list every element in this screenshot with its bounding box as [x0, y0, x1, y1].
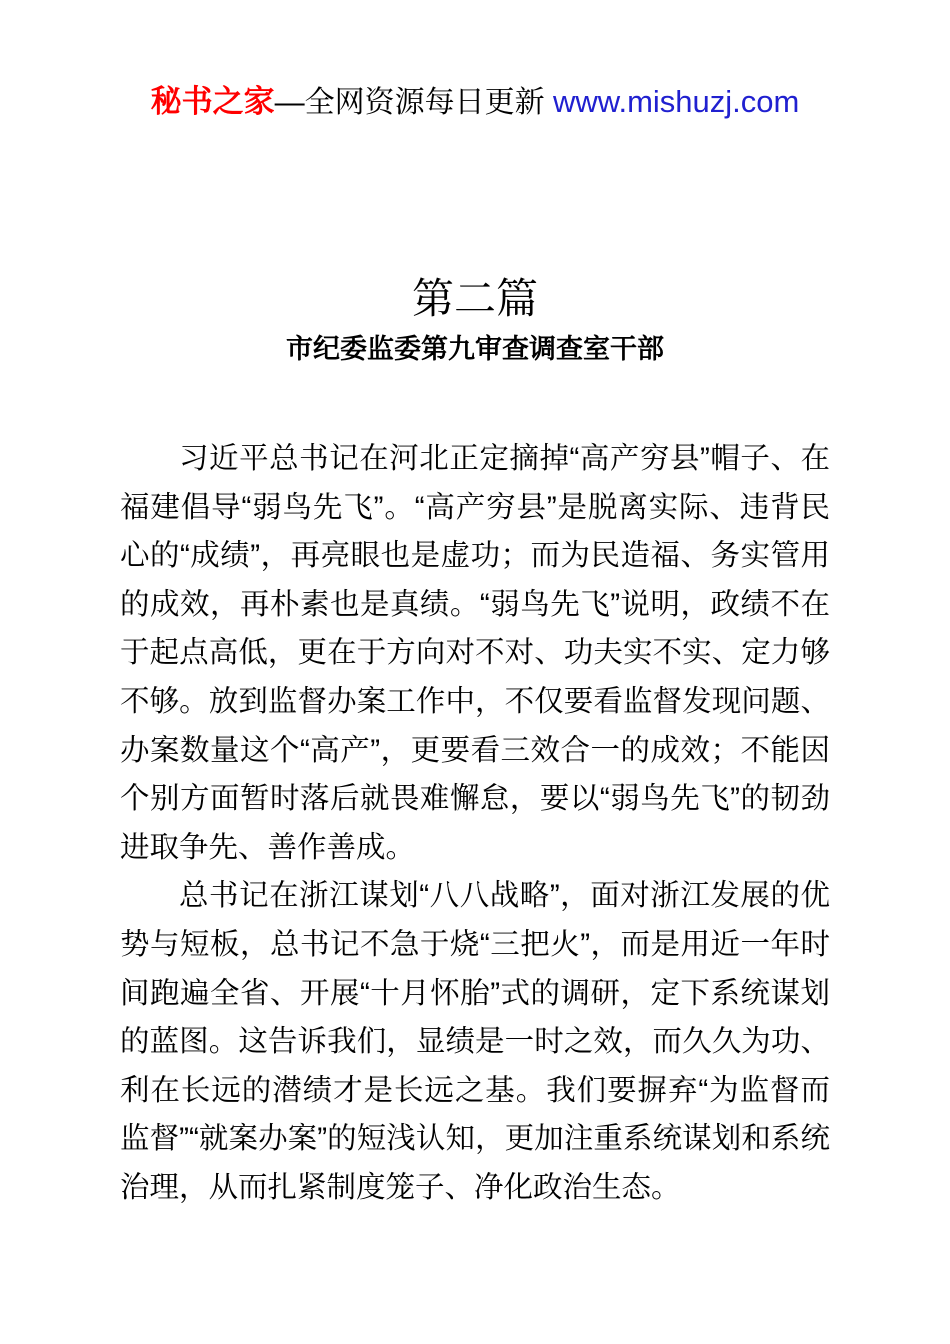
site-brand: 秘书之家 [150, 84, 275, 119]
site-tagline: —全网资源每日更新 [274, 86, 553, 119]
chapter-title: 第二篇 [411, 275, 538, 322]
site-url-link[interactable]: www.mishuzj.com [553, 84, 800, 119]
document-subtitle: 市纪委监委第九审查调查室干部 [286, 334, 664, 364]
body-paragraph-2: 总书记在浙江谋划“八八战略”，面对浙江发展的优势与短板，总书记不急于烧“三把火”，而是用近一年时间跑遍全省、开展“十月怀胎”式的调研，定下系统谋划的蓝图。这告诉我们，显绩是一时之效，而久久为功、利在长远的潜绩才是长远之基。我们要摒弃“为监督而监督”“就案办案”的短浅认知，更加注重系统谋划和系统治理，从而扎紧制度笼子、净化政治生态。 [120, 879, 830, 1204]
document-body [120, 435, 830, 1213]
body-paragraph-1: 习近平总书记在河北正定摘掉“高产穷县”帽子、在福建倡导“弱鸟先飞”。“高产穷县”是脱离实际、违背民心的“成绩”，再亮眼也是虚功；而为民造福、务实管用的成效，再朴素也是真绩。“弱鸟先飞”说明，政绩不在于起点高低，更在于方向对不对、功夫实不实、定力够不够。放到监督办案工作中，不仅要看监督发现问题、办案数量这个“高产”，更要看三效合一的成效；不能因个别方面暂时落后就畏难懈怠，要以“弱鸟先飞”的韧劲进取争先、善作善成。 [120, 442, 830, 864]
site-header [0, 84, 950, 121]
